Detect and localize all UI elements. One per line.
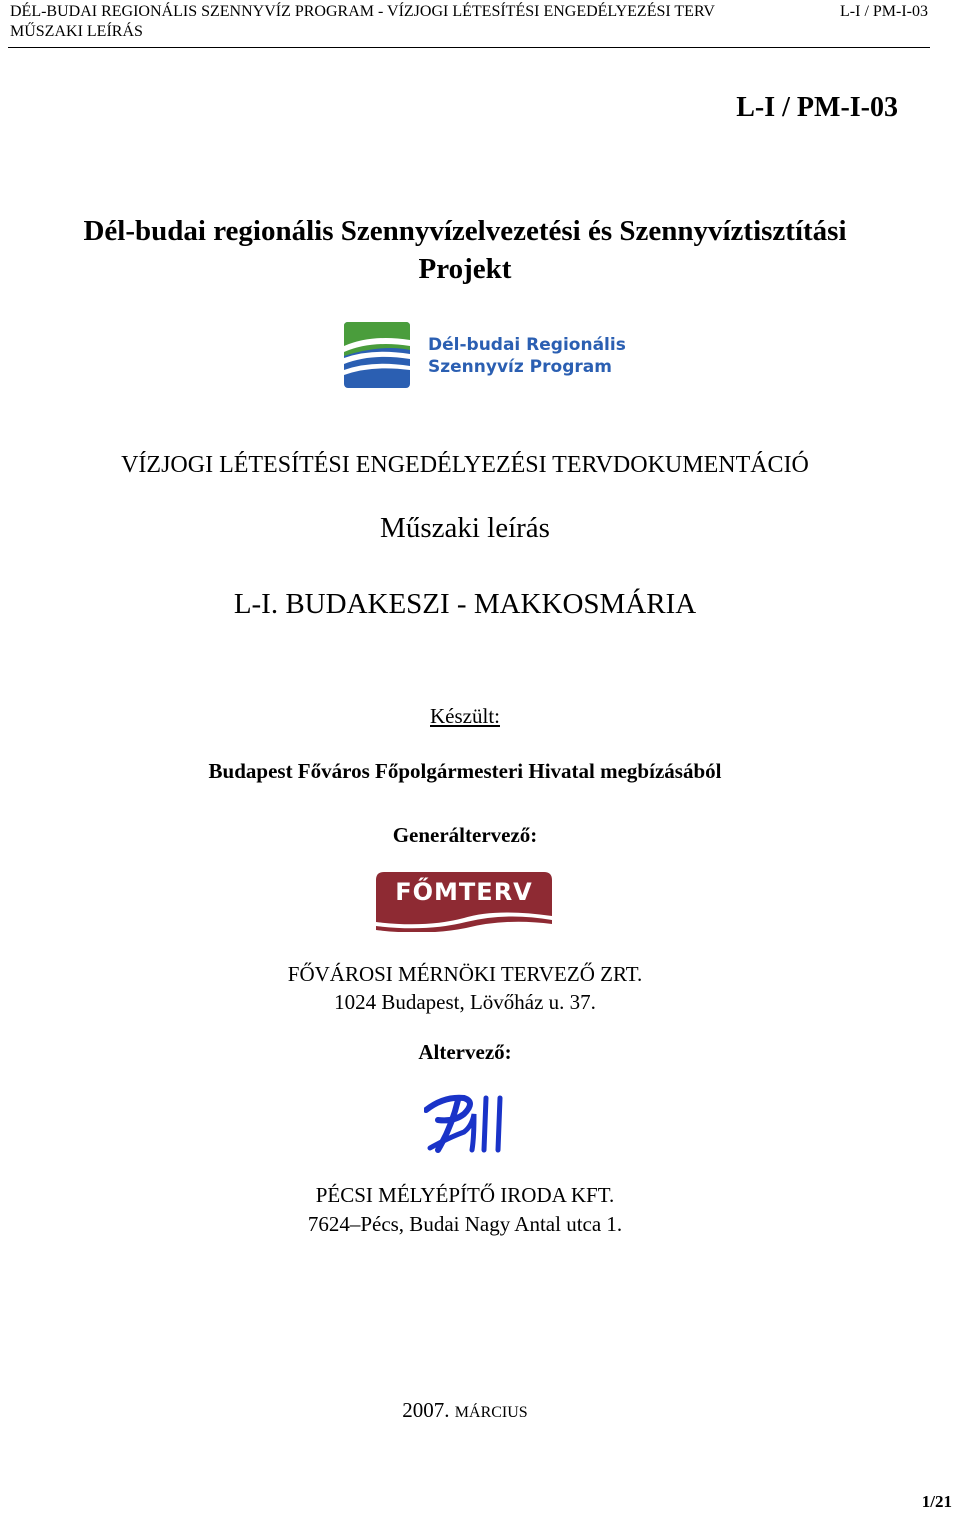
date-month: MÁRCIUS xyxy=(454,1404,528,1421)
subdesigner-info xyxy=(0,1181,930,1239)
program-logo-wave-icon xyxy=(342,320,412,390)
fomterv-logo-text: FŐMTERV xyxy=(395,878,533,906)
subdesigner-name: PÉCSI MÉLYÉPÍTŐ IRODA KFT. xyxy=(315,1183,615,1207)
made-label: Készült: xyxy=(430,704,500,728)
project-title xyxy=(0,212,930,288)
program-logo xyxy=(342,320,626,392)
general-designer-name: FŐVÁROSI MÉRNÖKI TERVEZŐ ZRT. xyxy=(287,962,643,986)
program-logo-text xyxy=(428,334,626,378)
header-divider xyxy=(8,47,930,48)
page-number: 1/21 xyxy=(921,1492,952,1511)
date-year: 2007. xyxy=(402,1398,450,1422)
page-header xyxy=(10,2,928,42)
subdesigner-address: 7624–Pécs, Budai Nagy Antal utca 1. xyxy=(307,1212,623,1236)
project-title-line1: Dél-budai regionális Szennyvízelvezetési és Szennyvíztisztítási xyxy=(83,215,847,247)
document-date xyxy=(0,1398,930,1423)
document-kind: Műszaki leírás xyxy=(380,512,550,544)
header-project-title: DÉL-BUDAI REGIONÁLIS SZENNYVÍZ PROGRAM - VÍZJOGI LÉTESÍTÉSI ENGEDÉLYEZÉSI TERV xyxy=(10,3,715,20)
documentation-type: VÍZJOGI LÉTESÍTÉSI ENGEDÉLYEZÉSI TERVDOKUMENTÁCIÓ xyxy=(121,452,809,478)
header-doc-type: MŰSZAKI LEÍRÁS xyxy=(10,23,143,40)
header-doc-code: L-I / PM-I-03 xyxy=(840,3,928,20)
program-logo-line1: Dél-budai Regionális xyxy=(428,335,626,355)
project-title-line2: Projekt xyxy=(418,253,512,285)
program-logo-line2: Szennyvíz Program xyxy=(428,357,612,377)
general-designer-label: Generáltervező: xyxy=(392,823,538,847)
section-title: L-I. BUDAKESZI - MAKKOSMÁRIA xyxy=(233,588,697,620)
client-text: Budapest Főváros Főpolgármesteri Hivatal megbízásából xyxy=(208,759,722,783)
fomterv-logo xyxy=(376,872,552,932)
general-designer-info xyxy=(0,960,930,1016)
general-designer-address: 1024 Budapest, Lövőház u. 37. xyxy=(334,990,596,1014)
document-code: L-I / PM-I-03 xyxy=(736,92,898,123)
subdesigner-label: Altervező: xyxy=(418,1040,512,1064)
pmi-logo-icon xyxy=(424,1090,508,1156)
